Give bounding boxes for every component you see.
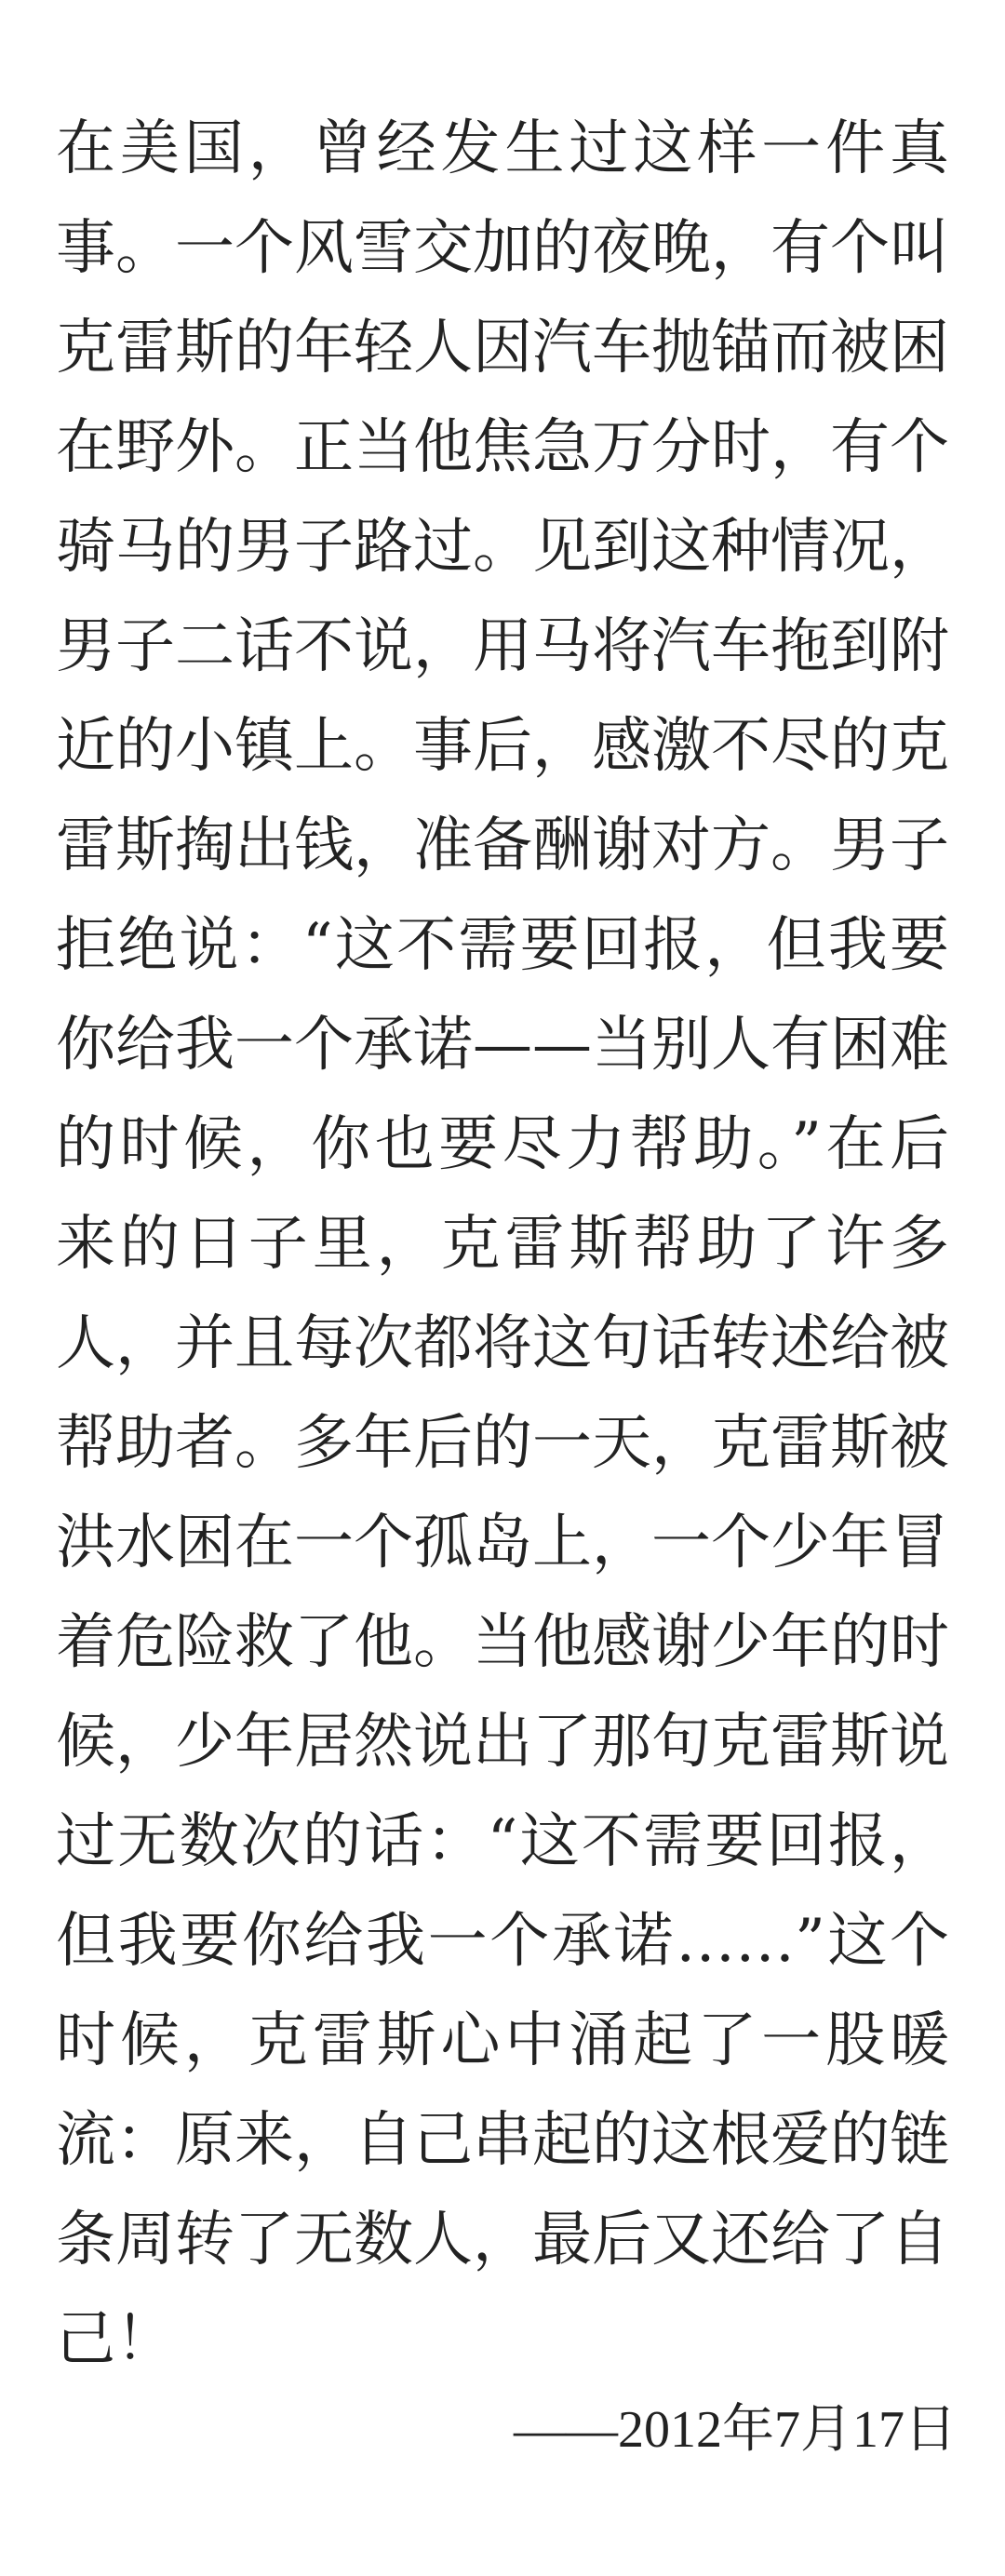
paragraph-line: 洪水困在一个孤岛上，一个少年冒	[56, 1509, 949, 1577]
paragraph-line: 在美国，曾经发生过这样一件真	[56, 114, 949, 183]
paragraph-line: 在野外。正当他焦急万分时，有个	[56, 413, 949, 482]
paragraph-line: 候，少年居然说出了那句克雷斯说	[56, 1708, 949, 1777]
paragraph-line: 但我要你给我一个承诺……”这个	[56, 1907, 949, 1976]
paragraph-line: 人，并且每次都将这句话转述给被	[56, 1309, 949, 1378]
paragraph-line: 你给我一个承诺——当别人有困难	[56, 1011, 949, 1080]
paragraph-line: 来的日子里，克雷斯帮助了许多	[56, 1210, 949, 1279]
paragraph-line: 的时候，你也要尽力帮助。”在后	[56, 1110, 949, 1179]
paragraph-line: 拒绝说：“这不需要回报，但我要	[56, 911, 949, 980]
paragraph-line: 骑马的男子路过。见到这种情况，	[56, 513, 949, 582]
paragraph-line: 近的小镇上。事后，感激不尽的克	[56, 712, 949, 781]
paragraph-line: 雷斯掏出钱，准备酬谢对方。男子	[56, 812, 949, 880]
paragraph-line: 过无数次的话：“这不需要回报，	[56, 1807, 949, 1876]
paragraph-line: 着危险救了他。当他感谢少年的时	[56, 1608, 949, 1677]
paragraph-line: 条周转了无数人，最后又还给了自	[56, 2206, 949, 2274]
paragraph-line: 流：原来，自己串起的这根爱的链	[56, 2106, 949, 2175]
paragraph-line: 克雷斯的年轻人因汽车抛锚而被困	[56, 314, 949, 382]
paragraph-line: 时候，克雷斯心中涌起了一股暖	[56, 2006, 949, 2075]
date-signature: ——2012年7月17日	[514, 2401, 957, 2459]
paragraph-line: 己！	[56, 2305, 175, 2374]
paragraph-line: 帮助者。多年后的一天，克雷斯被	[56, 1409, 949, 1478]
paragraph-line: 事。一个风雪交加的夜晚，有个叫	[56, 214, 949, 283]
paragraph-line: 男子二话不说，用马将汽车拖到附	[56, 612, 949, 681]
